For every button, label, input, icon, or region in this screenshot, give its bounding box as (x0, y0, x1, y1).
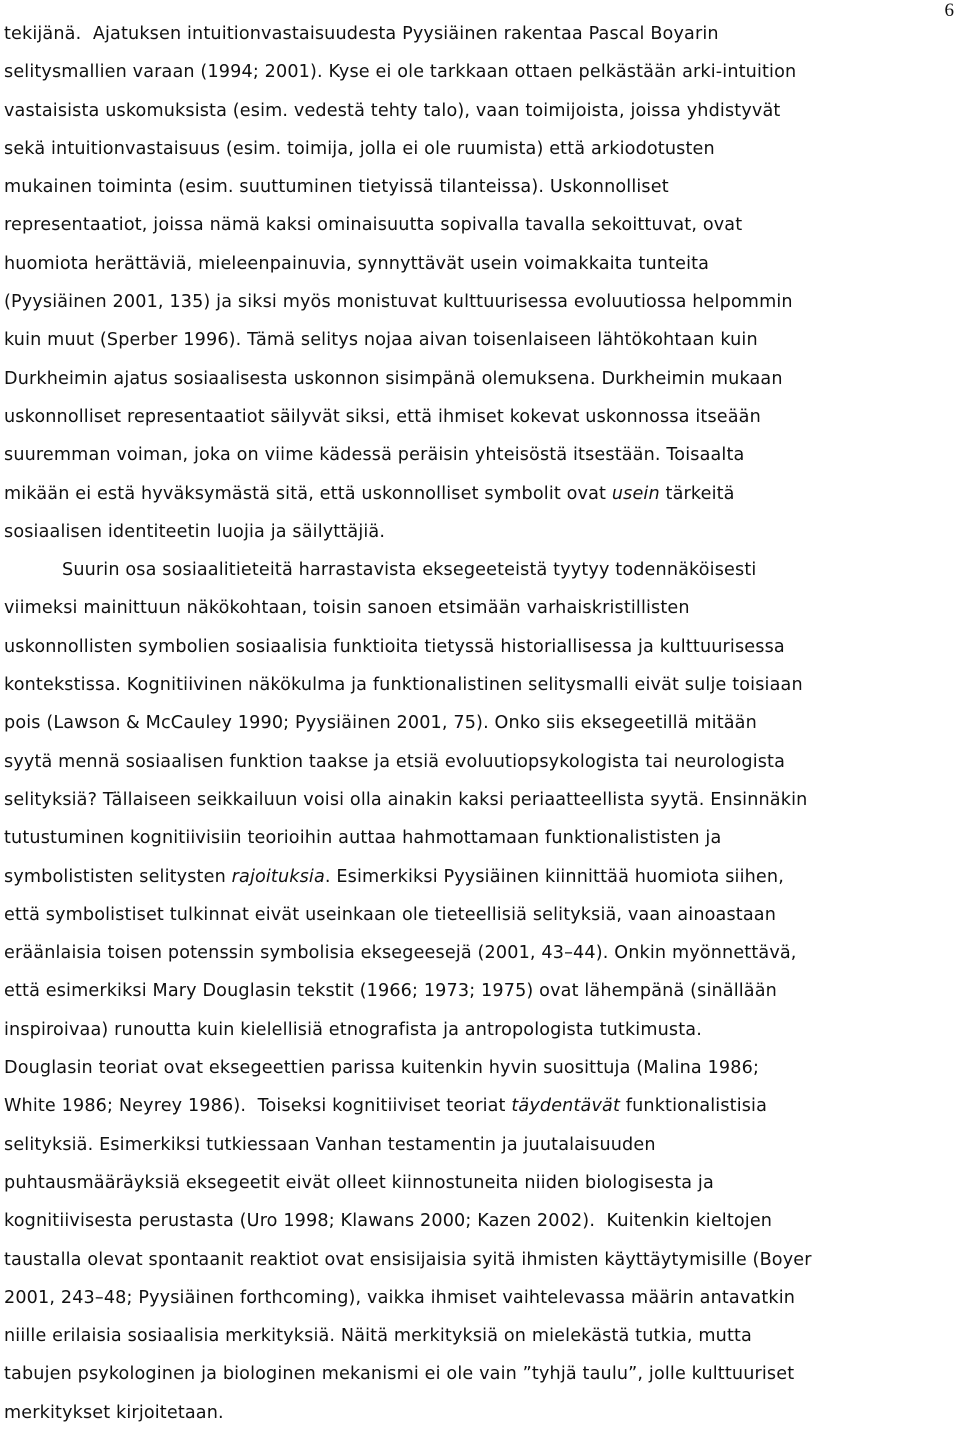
text-segment: vastaisista uskomuksista (esim. vedestä tehty talo), vaan toimijoista, joissa yhdistyvät (4, 100, 781, 121)
text-segment: huomiota herättäviä, mieleenpainuvia, synnyttävät usein voimakkaita tunteita (4, 253, 710, 274)
text-segment: tabujen psykologinen ja biologinen mekanismi ei ole vain ”tyhjä taulu”, jolle kulttuuriset (4, 1364, 795, 1385)
paragraph1-line (4, 513, 956, 551)
text-segment: Douglasin teoriat ovat eksegeettien parissa kuitenkin hyvin suosittuja (Malina 1986; (4, 1058, 760, 1079)
emphasized-text: rajoituksia (231, 866, 325, 887)
paragraph2-line (4, 1241, 956, 1279)
paragraph2-line (4, 1087, 956, 1125)
paragraph1-line (4, 321, 956, 359)
paragraph2-line (4, 666, 956, 704)
text-segment: mukainen toiminta (esim. suuttuminen tietyissä tilanteissa). Uskonnolliset (4, 177, 669, 198)
text-segment: inspiroivaa) runoutta kuin kielellisiä etnografista ja antropologista tutkimusta. (4, 1019, 702, 1040)
text-segment: selityksiä. Esimerkiksi tutkiessaan Vanhan testamentin ja juutalaisuuden (4, 1134, 656, 1155)
text-segment: niille erilaisia sosiaalisia merkityksiä. Näitä merkityksiä on mielekästä tutkia, mutta (4, 1326, 752, 1347)
page-number: 6 (944, 0, 954, 21)
paragraph2-line (4, 1394, 956, 1432)
text-segment: että esimerkiksi Mary Douglasin tekstit (1966; 1973; 1975) ovat lähempänä (sinällään (4, 981, 777, 1002)
text-segment: sosiaalisen identiteetin luojia ja säilyttäjiä. (4, 521, 386, 542)
text-segment: puhtausmääräyksiä eksegeetit eivät olleet kiinnostuneita niiden biologisesta ja (4, 1172, 714, 1193)
paragraph2-line (4, 781, 956, 819)
text-segment: sekä intuitionvastaisuus (esim. toimija, jolla ei ole ruumista) että arkiodotusten (4, 138, 715, 159)
text-segment: kognitiivisesta perustasta (Uro 1998; Klawans 2000; Kazen 2002). Kuitenkin kieltojen (4, 1211, 773, 1232)
text-segment: selitysmallien varaan (1994; 2001). Kyse ei ole tarkkaan ottaen pelkästään arki-intuition (4, 62, 797, 83)
paragraph1-line (4, 245, 956, 283)
text-segment: representaatiot, joissa nämä kaksi ominaisuutta sopivalla tavalla sekoittuvat, ovat (4, 215, 743, 236)
paragraph1-line (4, 283, 956, 321)
paragraph2-line (4, 972, 956, 1010)
text-segment: mikään ei estä hyväksymästä sitä, että uskonnolliset symbolit ovat (4, 483, 612, 504)
text-segment: että symbolistiset tulkinnat eivät useinkaan ole tieteellisiä selityksiä, vaan ainoastaan (4, 904, 777, 925)
text-segment: Suurin osa sosiaalitieteitä harrastavista eksegeeteistä tyytyy todennäköisesti (62, 560, 757, 581)
text-segment: pois (Lawson & McCauley 1990; Pyysiäinen 2001, 75). Onko siis eksegeetillä mitään (4, 713, 757, 734)
paragraph1-line (4, 15, 956, 53)
paragraph2-line (4, 1164, 956, 1202)
text-segment: . Esimerkiksi Pyysiäinen kiinnittää huomiota siihen, (324, 866, 784, 887)
text-segment: tutustuminen kognitiivisiin teorioihin auttaa hahmottamaan funktionalististen ja (4, 828, 722, 849)
text-segment: taustalla olevat spontaanit reaktiot ovat ensisijaisia syitä ihmisten käyttäytymisille (Boyer (4, 1249, 812, 1270)
paragraph2-line (4, 1049, 956, 1087)
paragraph2-line (4, 743, 956, 781)
paragraph1-line (4, 53, 956, 91)
paragraph1-line (4, 360, 956, 398)
paragraph1-line (4, 130, 956, 168)
text-segment: merkitykset kirjoitetaan. (4, 1402, 224, 1423)
paragraph2-line (4, 589, 956, 627)
text-segment: funktionalistisia (620, 1096, 768, 1117)
paragraph1-line (4, 92, 956, 130)
paragraph2-line (4, 1279, 956, 1317)
paragraph2-line (4, 934, 956, 972)
paragraph2-line (4, 1317, 956, 1355)
text-segment: uskonnolliset representaatiot säilyvät siksi, että ihmiset kokevat uskonnossa itseään (4, 406, 761, 427)
text-segment: uskonnollisten symbolien sosiaalisia funktioita tietyssä historiallisessa ja kulttuurisessa (4, 636, 785, 657)
paragraph2-line (4, 704, 956, 742)
paragraph1-line (4, 398, 956, 436)
text-segment: syytä mennä sosiaalisen funktion taakse ja etsiä evoluutiopsykologista tai neurologista (4, 751, 786, 772)
text-segment: eräänlaisia toisen potenssin symbolisia eksegeesejä (2001, 43–44). Onkin myönnettävä, (4, 943, 797, 964)
text-segment: suuremman voiman, joka on viime kädessä peräisin yhteisöstä itsestään. Toisaalta (4, 445, 745, 466)
paragraph1-line (4, 168, 956, 206)
emphasized-text: usein (611, 483, 660, 504)
text-segment: Durkheimin ajatus sosiaalisesta uskonnon sisimpänä olemuksena. Durkheimin mukaan (4, 368, 783, 389)
emphasized-text: täydentävät (511, 1096, 620, 1117)
paragraph2-line (4, 1011, 956, 1049)
paragraph2-line (4, 896, 956, 934)
paragraph2-line (4, 551, 956, 589)
text-segment: selityksiä? Tällaiseen seikkailuun voisi olla ainakin kaksi periaatteellista syytä. Ensinnäkin (4, 789, 808, 810)
paragraph2-line (4, 1355, 956, 1393)
text-segment: (Pyysiäinen 2001, 135) ja siksi myös monistuvat kulttuurisessa evoluutiossa helpommin (4, 292, 793, 313)
paragraph2-line (4, 858, 956, 896)
body-text (4, 15, 956, 1432)
text-segment: 2001, 243–48; Pyysiäinen forthcoming), vaikka ihmiset vaihtelevassa määrin antavatkin (4, 1287, 796, 1308)
text-segment: tärkeitä (659, 483, 735, 504)
paragraph2-line (4, 1202, 956, 1240)
paragraph2-line (4, 819, 956, 857)
text-segment: kontekstissa. Kognitiivinen näkökulma ja funktionalistinen selitysmalli eivät sulje toisiaan (4, 675, 803, 696)
paragraph2-line (4, 1126, 956, 1164)
paragraph1-line (4, 436, 956, 474)
text-segment: tekijänä. Ajatuksen intuitionvastaisuudesta Pyysiäinen rakentaa Pascal Boyarin (4, 24, 719, 44)
paragraph1-line (4, 206, 956, 244)
text-segment: White 1986; Neyrey 1986). Toiseksi kognitiiviset teoriat (4, 1096, 512, 1117)
paragraph2-line (4, 628, 956, 666)
text-segment: viimeksi mainittuun näkökohtaan, toisin sanoen etsimään varhaiskristillisten (4, 598, 690, 619)
text-segment: kuin muut (Sperber 1996). Tämä selitys nojaa aivan toisenlaiseen lähtökohtaan kuin (4, 330, 758, 351)
text-segment: symbolististen selitysten (4, 866, 232, 887)
paragraph1-line (4, 475, 956, 513)
